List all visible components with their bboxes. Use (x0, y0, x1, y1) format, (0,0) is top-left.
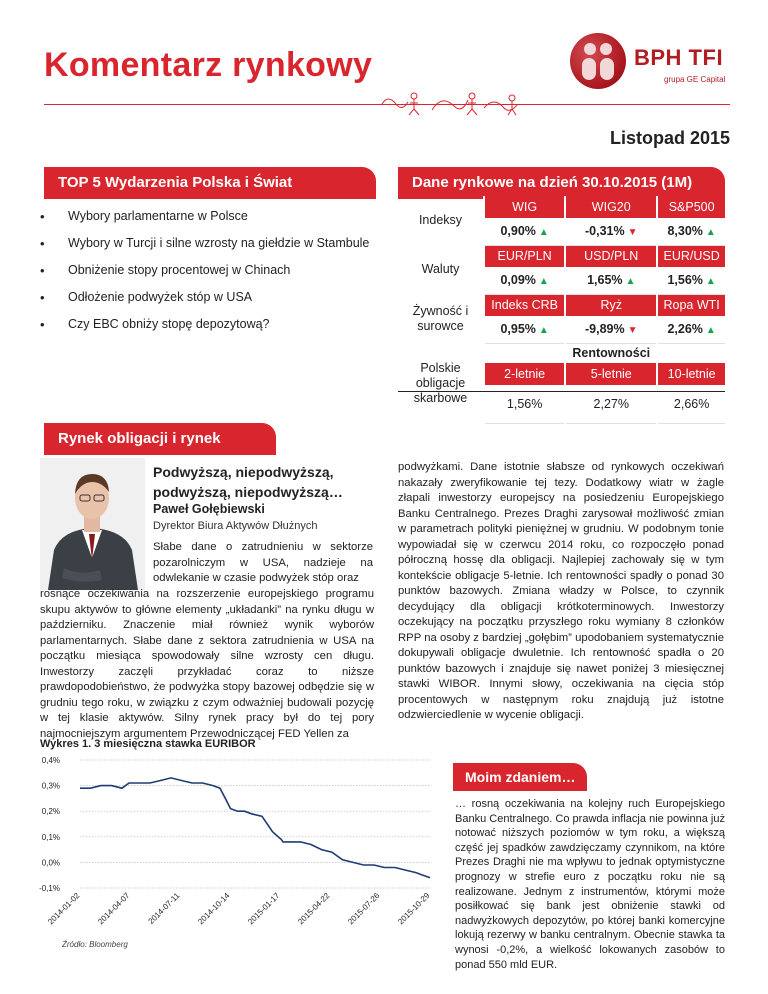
value-cell: 1,65% ▲ (565, 267, 657, 294)
row-label-waluty: Waluty (398, 245, 484, 294)
col-header: Ropa WTI (657, 294, 725, 316)
y-tick-label: 0,1% (41, 832, 60, 842)
market-data-table (398, 196, 725, 424)
top5-heading: TOP 5 Wydarzenia Polska i Świat (44, 167, 376, 199)
y-tick-label: 0,4% (41, 756, 60, 765)
value-cell: 2,26% ▲ (657, 316, 725, 343)
article-title: Podwyższą, niepodwyższą, podwyższą, niepodwyższą… (153, 464, 343, 500)
up-arrow-icon: ▲ (705, 325, 716, 337)
euribor-chart (30, 752, 440, 952)
issue-date: Listopad 2015 (609, 128, 730, 148)
x-tick-label: 2015-01-17 (246, 891, 282, 927)
col-header: S&P500 (657, 196, 725, 218)
value-cell: 2,27% (565, 385, 657, 423)
row-label-indeksy: Indeksy (398, 196, 484, 245)
up-arrow-icon: ▲ (705, 227, 716, 239)
value-cell: 1,56% (484, 385, 565, 423)
list-item: • Wybory w Turcji i silne wzrosty na giełdzie w Stambule (40, 235, 370, 252)
y-tick-label: 0,3% (41, 781, 60, 791)
logo-emblem-icon (570, 33, 626, 89)
opinion-heading: Moim zdaniem… (453, 763, 587, 791)
col-header: USD/PLN (565, 245, 657, 267)
chart-title: Wykres 1. 3 miesięczna stawka EURIBOR (40, 738, 256, 750)
y-tick-label: 0,0% (41, 858, 60, 868)
author-photo (40, 458, 145, 590)
x-tick-label: 2015-07-26 (346, 891, 382, 927)
logo-subtext: grupa GE Capital (664, 75, 726, 84)
x-tick-label: 2014-07-11 (146, 891, 182, 926)
value-cell: 0,90% ▲ (484, 218, 565, 245)
rentownosci-label: Rentowności (572, 346, 651, 361)
col-header: 10-letnie (657, 363, 725, 385)
series-line (80, 778, 430, 878)
value-cell: -0,31% ▼ (565, 218, 657, 245)
up-arrow-icon: ▲ (705, 276, 716, 288)
col-header: 5-letnie (565, 363, 657, 385)
article-section-heading: Rynek obligacji i rynek (44, 423, 276, 455)
value-cell: 2,66% (657, 385, 725, 423)
value-cell: -9,89% ▼ (565, 316, 657, 343)
x-tick-label: 2014-10-14 (196, 891, 232, 927)
list-item: • Obniżenie stopy procentowej w Chinach (40, 262, 370, 279)
market-heading: Dane rynkowe na dzień 30.10.2015 (1M) (398, 167, 725, 199)
col-header: Ryż (565, 294, 657, 316)
value-cell: 1,56% ▲ (657, 267, 725, 294)
list-item: • Odłożenie podwyżek stóp w USA (40, 289, 370, 306)
down-arrow-icon: ▼ (627, 325, 638, 337)
col-header: Indeks CRB (484, 294, 565, 316)
row-label-obligacje: Polskie obligacje skarbowe (398, 343, 484, 423)
decorative-figures-icon (380, 90, 530, 116)
col-header: EUR/PLN (484, 245, 565, 267)
x-tick-label: 2015-10-29 (396, 891, 432, 927)
article-text-right: podwyżkami. Dane istotnie słabsze od rynkowych oczekiwań nakazały zweryfikowanie tej tezy. Dodatkowy wiatr w żagle złapali inwestorzy europejscy na posiedzeniu Europejskiego Banku Centralnego. Prezes Draghi zarysował możliwość zmian w parametrach polityki pieniężnej w grudniu. W podobnym tonie wypowiadał się w czerwcu 2014 roku, co rozpoczęło ponad półroczną hossę dla obligacji. Najlepiej zachowały się w tym kontekście obligacje 5-letnie. Ich rentowności spadły o ponad 30 punktów bazowych. Zmiana władzy w Polsce, to czynnik decydujący dla obligacji krótkoterminowych. Inwestorzy oczekujący na początku przyszłego roku wymiany 8 członków RPP na osoby z bardziej „gołębim” upodobaniem systematycznie dokupywali obligacje dwuletnie. Ich rentowność spadła o 20 punktów bazowych i znajduje się nawet poniżej 3 miesięcznej stawki WIBOR. Innymi słowy, oczekiwania na cięcia stóp procentowych w następnym roku znajdują już istotne odzwierciedlenie w wycenie obligacji. (398, 461, 724, 721)
up-arrow-icon: ▲ (538, 325, 549, 337)
up-arrow-icon: ▲ (538, 227, 549, 239)
col-header: WIG (484, 196, 565, 218)
author-name: Paweł Gołębiewski (153, 502, 265, 516)
top5-list (40, 208, 370, 343)
x-tick-label: 2014-01-02 (46, 891, 82, 927)
x-tick-label: 2014-04-07 (96, 891, 132, 927)
list-item: • Wybory parlamentarne w Polsce (40, 208, 370, 225)
col-header: 2-letnie (484, 363, 565, 385)
article-text-intro: Słabe dane o zatrudnieniu w sektorze pozarolniczym w USA, nadzieje na odwlekanie w czasie podwyżek stóp oraz (153, 541, 373, 584)
page-title: Komentarz rynkowy (44, 46, 373, 84)
bph-tfi-logo (570, 33, 730, 91)
down-arrow-icon: ▼ (627, 227, 638, 239)
chart-source: Źródło: Bloomberg (62, 940, 128, 949)
article-text-left: rosnące oczekiwania na rozszerzenie europejskiego programu skupu aktywów to główne elementy „układanki” na rynku długu w październiku. Znaczenie miał również wynik wyborów parlamentarnych. Słabe dane z sektora zatrudnienia w USA na początku miesiąca spowodowały silne wzrosty cen długu. Inwestorzy zaczęli przykładać coraz to niższe prawdopodobieństwo, że podwyżka stopy bazowej odbędzie się w grudniu tego roku, w związku z czym odważniej budowali pozycję w tej klasie aktywów. Silny rynek pracy był do tej pory najmocniejszym argumentem Przewodniczącej FED Yellen za (40, 588, 374, 740)
col-header: WIG20 (565, 196, 657, 218)
value-cell: 0,95% ▲ (484, 316, 565, 343)
up-arrow-icon: ▲ (625, 276, 636, 288)
up-arrow-icon: ▲ (538, 276, 549, 288)
y-tick-label: 0,2% (41, 807, 60, 817)
table-bottom-rule (398, 391, 725, 392)
logo-text: BPH TFI (634, 45, 724, 70)
y-tick-label: -0,1% (39, 884, 60, 893)
row-label-zywnosc: Żywność i surowce (398, 294, 484, 343)
list-item: • Czy EBC obniży stopę depozytową? (40, 316, 370, 333)
author-role: Dyrektor Biura Aktywów Dłużnych (153, 520, 318, 532)
opinion-text: … rosną oczekiwania na kolejny ruch Europejskiego Banku Centralnego. Co prawda inflacja nie powinna już notować niższych poziomów w tym roku, a większą część jej spadków zawdzięczamy czynnikom, na które Prezes Draghi nie ma wpływu to jednak optymistyczne prognozy w strefie euro z początku roku nie są realizowane. Jednym z instrumentów, którymi może posiłkować się bank jest obniżenie stawki od nadwyżkowych depozytów, po której banki komercyjne lokują rezerwy w banku centralnym. Obecnie stawka ta wynosi -0,2%, a wielkość lokowanych zasobów to ponad 550 mld EUR. (455, 798, 725, 971)
x-tick-label: 2015-04-22 (296, 891, 332, 927)
value-cell: 0,09% ▲ (484, 267, 565, 294)
col-header: EUR/USD (657, 245, 725, 267)
value-cell: 8,30% ▲ (657, 218, 725, 245)
